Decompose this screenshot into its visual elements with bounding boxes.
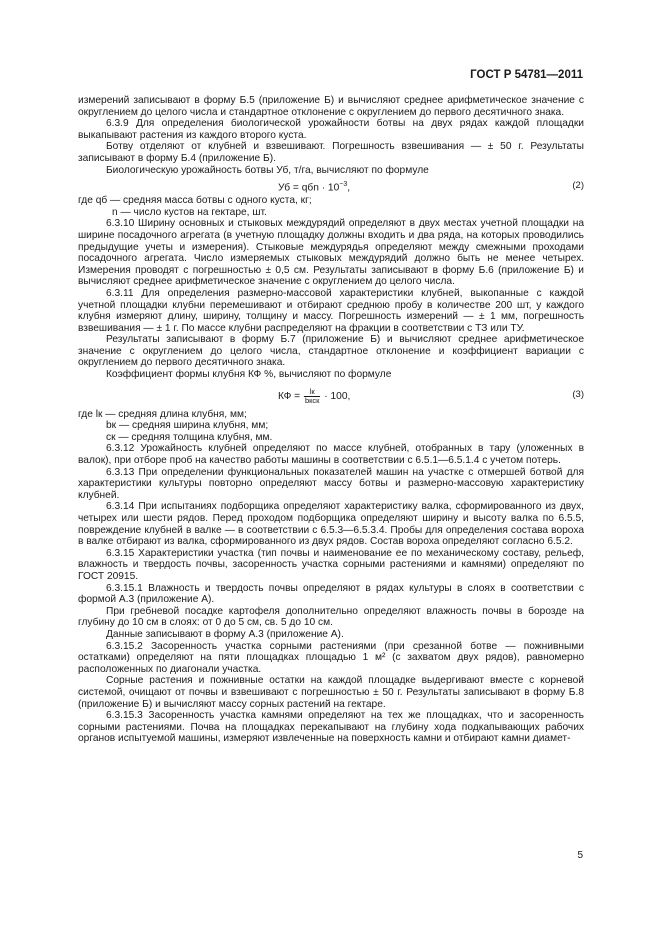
where-line: n — число кустов на гектаре, шт. — [112, 206, 267, 218]
formula-2-expression: Уб = qбn · $10^{-3}$, — [278, 181, 351, 194]
paragraph: Результаты записывают в форму Б.7 (приложение Б) и вычисляют среднее арифметическое значение с округлением до целого числа, стандартное отклонение и коэффициент вариации с округлением до первого десятичного знака. — [78, 334, 584, 369]
where-line: cк — средняя толщина клубня, мм. — [106, 431, 273, 443]
formula-3-expression: КФ = $\frac{lк}{\text{bкcк}}$ · 100, — [278, 386, 351, 405]
paragraph: 6.3.13 При определении функциональных показателей машин на участке с отмершей ботвой для характеристики культуры повторно определяют массу ботвы и размерно-массовую характеристику клубней. — [78, 466, 584, 501]
paragraph: Сорные растения и пожнивные остатки на каждой площадке выдергивают вместе с корневой системой, очищают от почвы и взвешивают с погрешностью ± 50 г. Результаты записывают в форму Б.8 (приложение Б) и вычисляют массу сорных растений на гектаре. — [78, 675, 584, 710]
document-body — [78, 95, 584, 745]
paragraph: Данные записывают в форму А.3 (приложение А). — [106, 628, 344, 640]
paragraph: 6.3.14 При испытаниях подборщика определяют характеристику валка, сформированного из двух, четырех или шести рядов. Перед проходом подборщика определяют ширину и высоту валка по 6.5.5, повреждение клубней в валке — в соответствии с 6.5.3—6.5.3.4. Пробы для определения состава вороха в валке отбирают из валка, сформированного из двух рядов. Состав вороха определяют согласно 6.5.2. — [78, 501, 584, 548]
document-header: ГОСТ Р 54781—2011 — [470, 69, 583, 81]
formula-3-number: (3) — [572, 388, 584, 400]
formula-3-fraction: $\frac{lк}{\text{bкcк}}$ — [304, 386, 320, 405]
paragraph: При гребневой посадке картофеля дополнительно определяют влажность почвы в борозде на глубину до 10 см в слоях: от 0 до 5 см, св. 5 до 10 см. — [78, 605, 584, 629]
paragraph: 6.3.10 Ширину основных и стыковых междурядий определяют в двух местах учетной площадки на ширине посадочного агрегата (в учетную площадку должны входить и два ряда, на которых проводились предыдущие учеты и измерения). Стыковые междурядья определяют между смежными проходами посадочного агрегата. Число измеряемых стыковых междурядий должно быть не менее четырех. Измерения проводят с погрешностью ± 0,5 см. Результаты записывают в форму Б.6 (приложение Б) и вычисляют среднее арифметическое значение с округлением до целого числа. — [78, 218, 584, 288]
paragraph: Биологическую урожайность ботвы Уб, т/га, вычисляют по формуле — [106, 164, 429, 176]
formula-3 — [78, 383, 584, 407]
paragraph: 6.3.11 Для определения размерно-массовой характеристики клубней, выкопанные с каждой учетной площадки клубни перемешивают и отбирают среднюю пробу в количестве 200 шт, у каждого клубня измеряют длину, ширину, толщину и массу. Погрешность измерений — ± 1 мм, погрешность взвешивания — ± 1 г. По массе клубни распределяют на фракции в соответствии с ТЗ или ТУ. — [78, 287, 584, 334]
paragraph: 6.3.15.2 Засоренность участка сорными растениями (при срезанной ботве — пожнивными остатками) определяют на пяти площадках площадью 1 м² (с захватом двух рядов), равномерно расположенных по диагонали участка. — [78, 640, 584, 675]
formula-2-number: (2) — [572, 180, 584, 192]
where-line: bк — средняя ширина клубня, мм; — [106, 420, 269, 432]
paragraph: Коэффициент формы клубня КФ %, вычисляют по формуле — [106, 369, 392, 381]
paragraph: 6.3.15.1 Влажность и твердость почвы определяют в рядах культуры в слоях в соответствии с формой А.3 (приложение А). — [78, 582, 584, 606]
page-number: 5 — [577, 850, 583, 861]
where-line: где qб — средняя масса ботвы с одного куста, кг; — [78, 195, 312, 207]
paragraph: Ботву отделяют от клубней и взвешивают. Погрешность взвешивания — ± 50 г. Результаты записывают в форму Б.4 (приложение Б). — [78, 141, 584, 164]
paragraph: 6.3.9 Для определения биологической урожайности ботвы на двух рядах каждой площадки выкапывают растения из каждого второго куста. — [78, 118, 584, 141]
paragraph: 6.3.12 Урожайность клубней определяют по массе клубней, отобранных в тару (уложенных в валок), при отборе проб на качество работы машины в соответствии с 6.5.1—6.5.1.4 с учетом потерь. — [78, 443, 584, 467]
paragraph: 6.3.15 Характеристики участка (тип почвы и наименование ее по механическому составу, рельеф, влажность и твердость почвы, засоренность участка сорными растениями и камнями) определяют по ГОСТ 20915. — [78, 547, 584, 582]
where-line: где lк — средняя длина клубня, мм; — [78, 408, 247, 420]
paragraph: измерений записывают в форму Б.5 (приложение Б) и вычисляют среднее арифметическое значение с округлением до целого числа и стандартное отклонение с округлением до первого десятичного знака. — [78, 95, 584, 118]
formula-2 — [78, 178, 584, 193]
paragraph: 6.3.15.3 Засоренность участка камнями определяют на тех же площадках, что и засоренность сорными растениями. Почва на площадках перекапывают на глубину хода подкапывающих рабочих органов испытуемой машины, измеряют извлеченные на поверхность камни и отбирают камни диамет- — [78, 710, 584, 745]
